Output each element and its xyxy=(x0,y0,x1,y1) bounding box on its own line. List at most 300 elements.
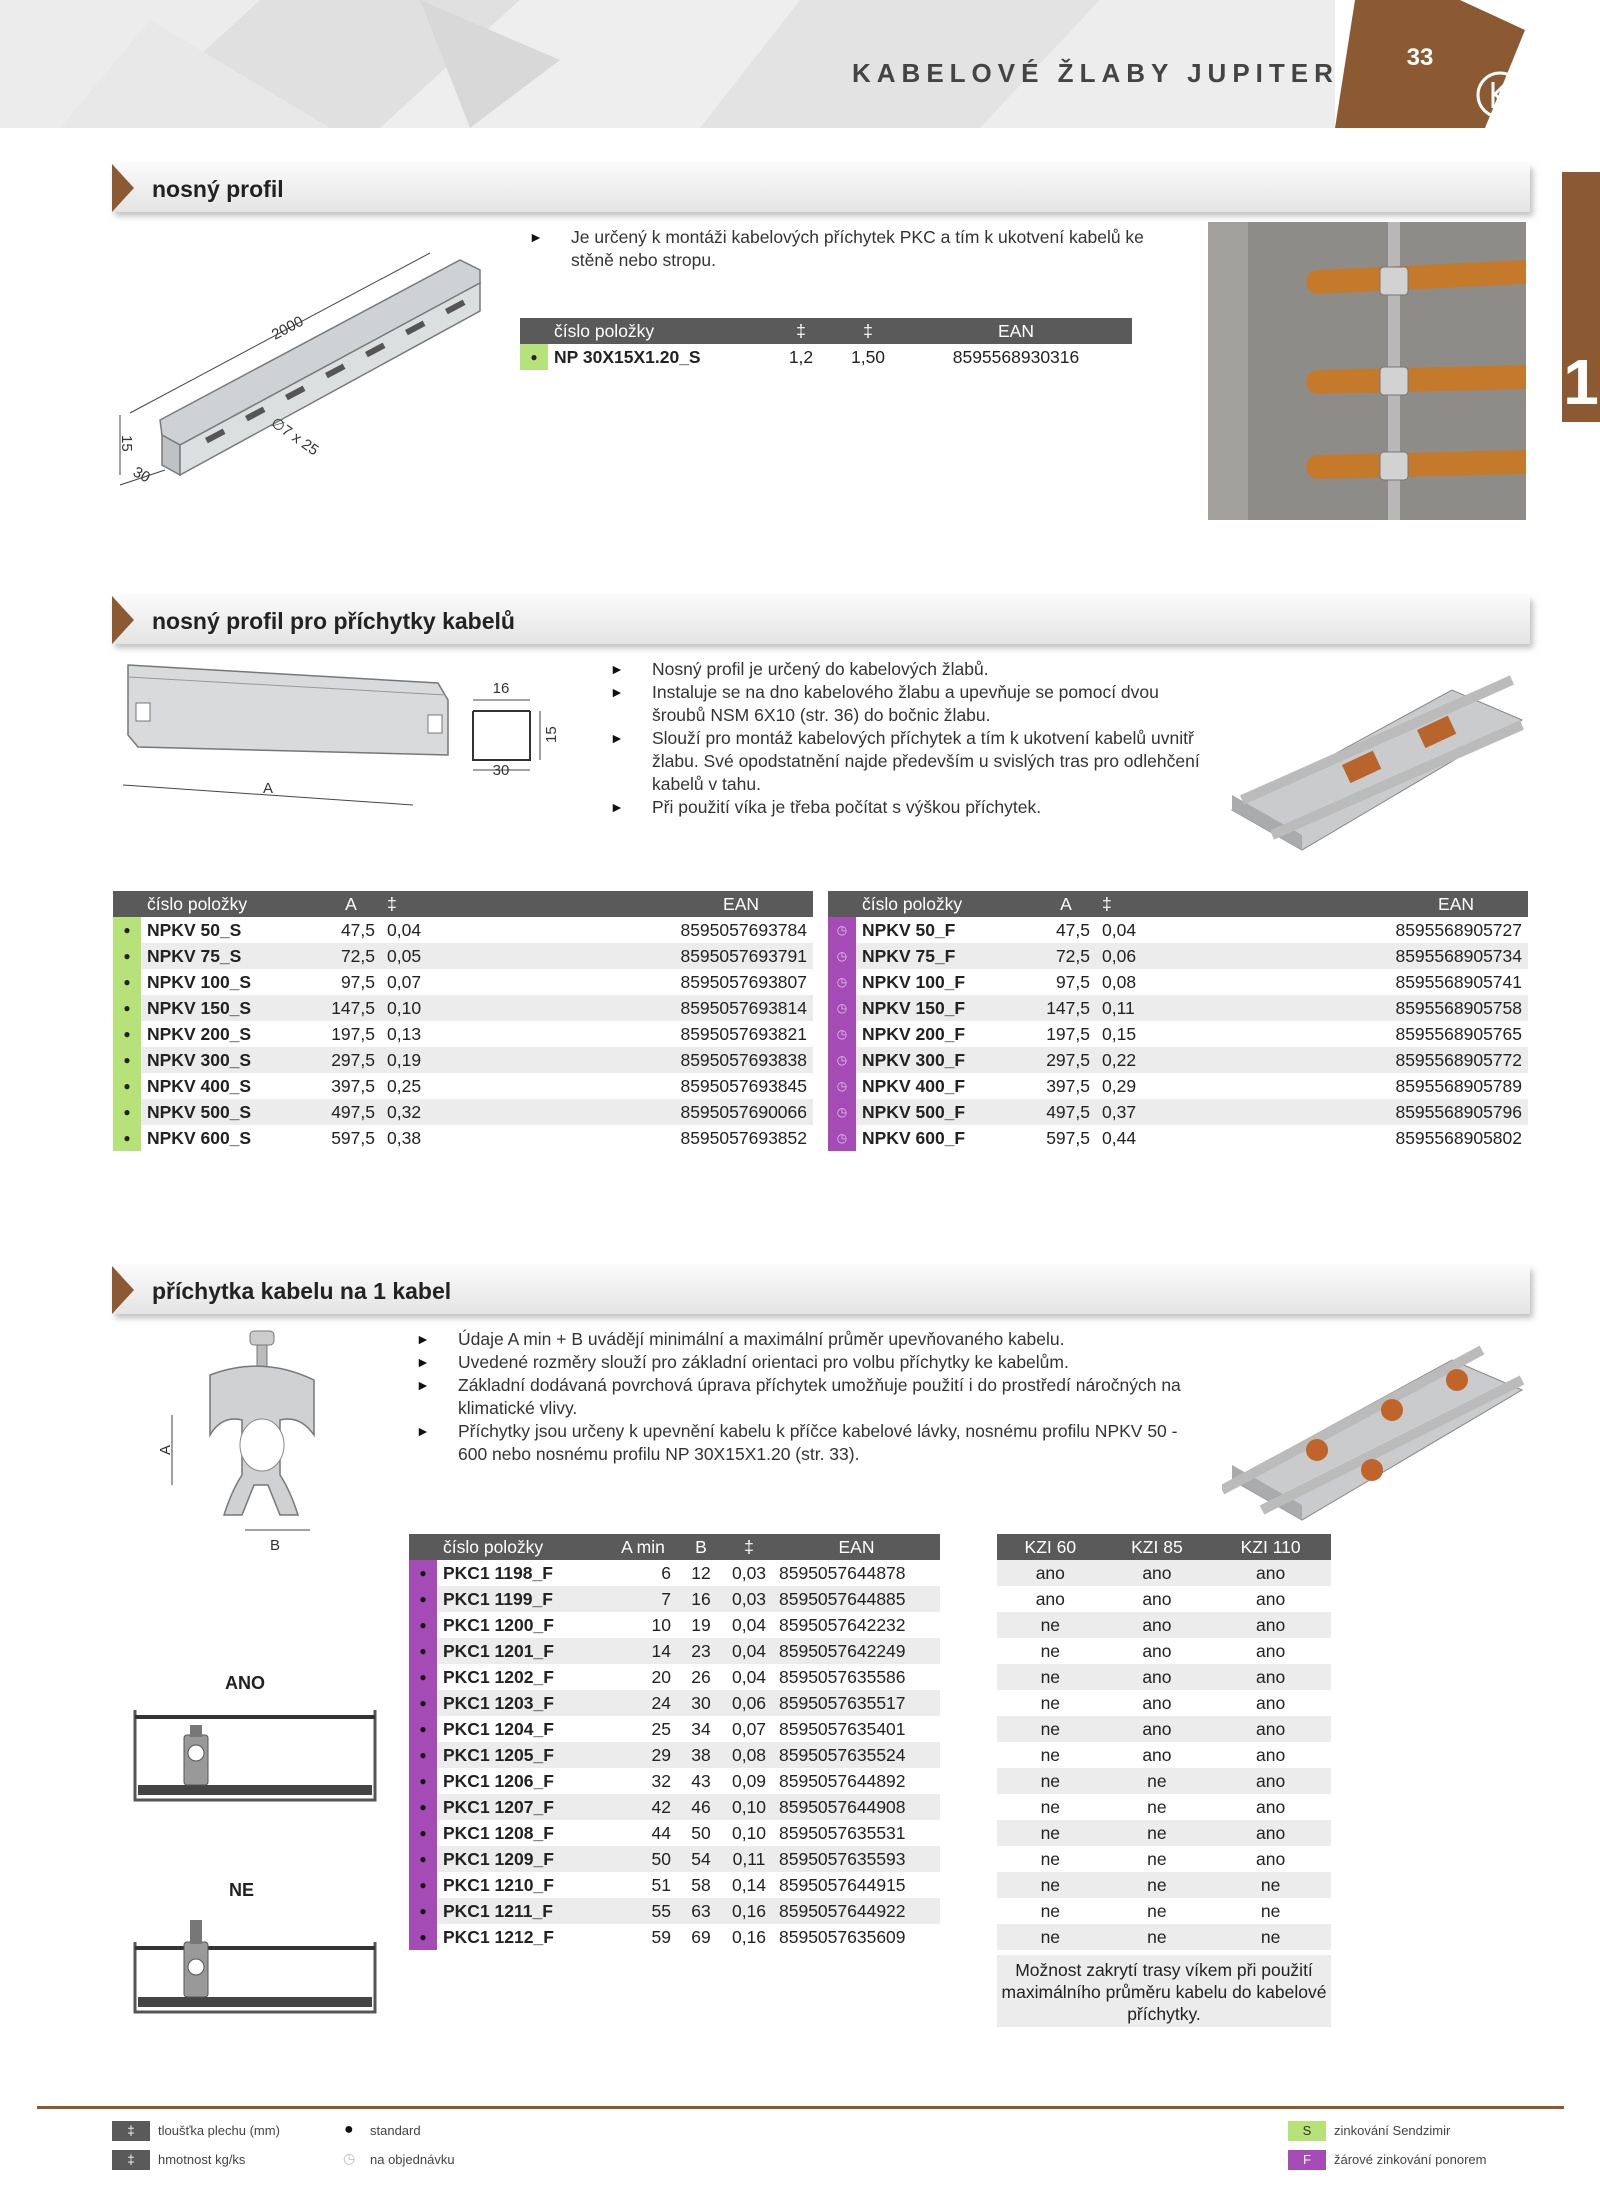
col-kzi85: KZI 85 xyxy=(1104,1534,1211,1560)
item-code: NPKV 50_S xyxy=(147,919,242,940)
col-item-number: číslo položky xyxy=(437,1534,609,1560)
standard-dot-icon: ● xyxy=(409,1794,437,1820)
kzi-cell: ano xyxy=(1210,1690,1331,1716)
ean-value: 8595057635593 xyxy=(773,1846,940,1872)
table-row xyxy=(409,1586,940,1612)
item-code: NPKV 300_S xyxy=(141,1047,321,1073)
standard-dot-icon: ● xyxy=(409,1560,437,1586)
ean-value: 8595057693807 xyxy=(680,971,807,992)
kzi-cell: ano xyxy=(1104,1612,1211,1638)
kzi-cell: ne xyxy=(1104,1794,1211,1820)
section-title: nosný profil xyxy=(152,176,284,202)
a-value: 397,5 xyxy=(331,1075,375,1096)
kzi-cell: ano xyxy=(1210,1820,1331,1846)
ean-value: 8595568905789 xyxy=(1395,1075,1522,1096)
ean-value: 8595057635524 xyxy=(773,1742,940,1768)
table-row xyxy=(997,1846,1331,1872)
table-row xyxy=(997,1794,1331,1820)
kzi-cell: ne xyxy=(997,1664,1104,1690)
weight-value: 0,44 xyxy=(1102,1127,1137,1148)
ean-value: 8595057690066 xyxy=(441,1099,813,1125)
table-row xyxy=(113,917,813,943)
col-item-number: číslo položky xyxy=(856,891,1036,917)
bullet-item: ► Základní dodávaná povrchová úprava příchytek umožňuje použití i do prostředí náročných na klimatické vlivy. xyxy=(416,1374,1206,1420)
bullet-item: ► Je určený k montáži kabelových příchytek PKC a tím k ukotvení kabelů ke stěně nebo stropu. xyxy=(529,226,1189,272)
col-item-number: číslo položky xyxy=(548,318,766,344)
weight-value: 0,07 xyxy=(731,1718,767,1739)
kzi-cell: ne xyxy=(997,1846,1104,1872)
item-code: NP 30X15X1.20_S xyxy=(554,346,701,367)
label-no: NE xyxy=(229,1880,255,1900)
item-code: NPKV 100_S xyxy=(147,971,252,992)
weight-value: 0,04 xyxy=(725,1638,773,1664)
ean-value: 8595057693852 xyxy=(680,1127,807,1148)
clock-icon: ◷ xyxy=(828,1021,856,1047)
table-row xyxy=(409,1690,940,1716)
hot-dip-legend-icon: F xyxy=(1288,2150,1326,2170)
bullet-item: ► Nosný profil je určený do kabelových žlabů. xyxy=(610,658,1210,681)
kzi-cell: ano xyxy=(1104,1560,1211,1586)
item-code: NPKV 150_F xyxy=(856,995,1036,1021)
section2-bullets xyxy=(610,658,1210,819)
ean-value: 8595057693784 xyxy=(680,919,807,940)
section3-bullets xyxy=(416,1328,1206,1466)
kzi-cell: ne xyxy=(1104,1872,1211,1898)
legend-weight: hmotnost kg/ks xyxy=(158,2152,246,2167)
clock-icon: ◷ xyxy=(828,1047,856,1073)
kzi-cell: ano xyxy=(1104,1690,1211,1716)
weight-legend-icon: ‡ xyxy=(112,2150,150,2170)
ean-value: 8595057644878 xyxy=(779,1562,906,1583)
weight-value: 0,06 xyxy=(725,1690,773,1716)
kzi-cell: ano xyxy=(1210,1794,1331,1820)
col-a: A xyxy=(321,891,381,917)
kzi-cell: ne xyxy=(1104,1924,1211,1950)
bullet-item: ► Údaje A min + B uvádějí minimální a maximální průměr upevňovaného kabelu. xyxy=(416,1328,1206,1351)
a-value: 497,5 xyxy=(321,1099,381,1125)
weight-value: 0,07 xyxy=(387,971,422,992)
ean-value: 8595568905727 xyxy=(1395,919,1522,940)
standard-dot-icon: ● xyxy=(113,917,141,943)
standard-dot-icon: ● xyxy=(113,1125,141,1151)
label-side: 15 xyxy=(543,726,560,743)
kzi-cell: ano xyxy=(1210,1560,1331,1586)
table-row xyxy=(997,1820,1331,1846)
item-code: NPKV 75_F xyxy=(856,943,1036,969)
item-code: NPKV 600_S xyxy=(147,1127,252,1148)
table-row xyxy=(828,1099,1528,1125)
ean-value: 8595057644892 xyxy=(779,1770,906,1791)
amin-value: 10 xyxy=(651,1614,671,1635)
table-row xyxy=(409,1794,940,1820)
npkv-f-table xyxy=(828,891,1528,1151)
col-a-min: A min xyxy=(609,1534,677,1560)
item-code: NPKV 500_S xyxy=(141,1099,321,1125)
standard-dot-icon: ● xyxy=(113,1021,141,1047)
table-row xyxy=(828,995,1528,1021)
ean-value: 8595057635401 xyxy=(779,1718,906,1739)
footer-divider xyxy=(37,2106,1564,2109)
clock-icon: ◷ xyxy=(828,1125,856,1151)
amin-value: 51 xyxy=(651,1874,671,1895)
table-row xyxy=(113,1047,813,1073)
col-kzi110: KZI 110 xyxy=(1210,1534,1331,1560)
item-code: NPKV 500_F xyxy=(856,1099,1036,1125)
kzi-cell: ano xyxy=(1210,1664,1331,1690)
ean-value: 8595057644885 xyxy=(773,1586,940,1612)
table-row xyxy=(997,1742,1331,1768)
kzi-cell: ne xyxy=(997,1690,1104,1716)
a-value: 597,5 xyxy=(1046,1127,1090,1148)
label-b: B xyxy=(270,1537,281,1554)
weight-value: 0,16 xyxy=(725,1898,773,1924)
col-thickness: ‡ xyxy=(766,318,836,344)
col-weight: ‡ xyxy=(725,1534,773,1560)
a-value: 47,5 xyxy=(340,919,375,940)
table-row xyxy=(997,1716,1331,1742)
table-row xyxy=(997,1560,1331,1586)
table-row xyxy=(409,1560,940,1586)
fit-no-drawing xyxy=(130,1912,380,2022)
a-value: 197,5 xyxy=(331,1023,375,1044)
standard-dot-icon: ● xyxy=(409,1924,437,1950)
label-top: 16 xyxy=(492,680,510,697)
amin-value: 25 xyxy=(651,1718,671,1739)
amin-value: 14 xyxy=(609,1638,677,1664)
kzi-cell: ne xyxy=(997,1820,1104,1846)
table-row xyxy=(409,1820,940,1846)
ean-value: 8595568905772 xyxy=(1156,1047,1528,1073)
item-code: NPKV 400_F xyxy=(862,1075,966,1096)
ean-value: 8595568905796 xyxy=(1156,1099,1528,1125)
amin-value: 44 xyxy=(651,1822,671,1843)
kzi-cell: ne xyxy=(1104,1898,1211,1924)
kzi-cell: ne xyxy=(997,1742,1104,1768)
col-b: B xyxy=(677,1534,725,1560)
weight-value: 0,14 xyxy=(731,1874,767,1895)
a-value: 97,5 xyxy=(340,971,375,992)
ean-value: 8595568905741 xyxy=(1395,971,1522,992)
col-ean: EAN xyxy=(773,1534,940,1560)
standard-dot-icon: ● xyxy=(409,1898,437,1924)
ean-value: 8595568905765 xyxy=(1395,1023,1522,1044)
clock-icon: ◷ xyxy=(828,917,856,943)
table-row xyxy=(409,1664,940,1690)
bullet-item: ► Příchytky jsou určeny k upevnění kabelu k příčce kabelové lávky, nosnému profilu NPKV 50 - 600 nebo nosnému profilu NP 30X15X1.20 (str. 33). xyxy=(416,1420,1206,1466)
table-row xyxy=(828,1047,1528,1073)
kzi-note: Možnost zakrytí trasy víkem při použití maximálního průměru kabelu do kabelové příchytky. xyxy=(997,1955,1331,2027)
b-value: 19 xyxy=(691,1614,711,1635)
weight-value: 0,11 xyxy=(725,1846,773,1872)
standard-dot-icon: ● xyxy=(409,1612,437,1638)
table-row xyxy=(113,1099,813,1125)
table-row xyxy=(113,1021,813,1047)
ean-value: 8595057644908 xyxy=(773,1794,940,1820)
weight-value: 0,13 xyxy=(387,1023,422,1044)
item-code: PKC1 1203_F xyxy=(437,1690,609,1716)
amin-value: 55 xyxy=(609,1898,677,1924)
weight-value: 0,22 xyxy=(1096,1047,1156,1073)
a-value: 97,5 xyxy=(1055,971,1090,992)
weight-value: 0,04 xyxy=(731,1614,767,1635)
npkv-drawing xyxy=(118,655,588,825)
standard-dot-icon: ● xyxy=(409,1664,437,1690)
kzi-cell: ne xyxy=(997,1898,1104,1924)
standard-dot-icon: ● xyxy=(344,2121,354,2138)
item-code: PKC1 1202_F xyxy=(443,1666,554,1687)
col-weight: ‡ xyxy=(1096,891,1156,917)
section-arrow-icon xyxy=(112,164,134,212)
item-code: PKC1 1205_F xyxy=(437,1742,609,1768)
label-hole: ∅7 x 25 xyxy=(267,414,322,460)
kzi-cell: ano xyxy=(1104,1742,1211,1768)
ean-value: 8595568905802 xyxy=(1395,1127,1522,1148)
table-row xyxy=(113,1125,813,1151)
item-code: PKC1 1199_F xyxy=(437,1586,609,1612)
weight-value: 0,05 xyxy=(381,943,441,969)
standard-dot-icon: ● xyxy=(409,1690,437,1716)
standard-dot-icon: ● xyxy=(409,1820,437,1846)
ean-value: 8595057642232 xyxy=(779,1614,906,1635)
table-row xyxy=(828,1125,1528,1151)
table-row xyxy=(409,1898,940,1924)
col-a: A xyxy=(1036,891,1096,917)
b-value: 12 xyxy=(691,1562,711,1583)
a-value: 497,5 xyxy=(1036,1099,1096,1125)
bullet-item: ► Slouží pro montáž kabelových příchytek a tím k ukotvení kabelů uvnitř žlabu. Své opodstatnění najde především u svislých tras pro odlehčení kabelů v tahu. xyxy=(610,727,1210,796)
b-value: 63 xyxy=(677,1898,725,1924)
standard-dot-icon: ● xyxy=(409,1768,437,1794)
col-item-number: číslo položky xyxy=(141,891,321,917)
b-value: 50 xyxy=(691,1822,711,1843)
weight-value: 0,08 xyxy=(1102,971,1137,992)
ean-value: 8595057644915 xyxy=(779,1874,906,1895)
standard-dot-icon: ● xyxy=(113,995,141,1021)
page-number: 33 xyxy=(1406,44,1434,71)
a-value: 297,5 xyxy=(321,1047,381,1073)
table-row xyxy=(409,1612,940,1638)
weight-value: 0,11 xyxy=(1096,995,1156,1021)
section1-bullets xyxy=(529,226,1189,272)
amin-value: 20 xyxy=(651,1666,671,1687)
a-value: 297,5 xyxy=(1036,1047,1096,1073)
a-value: 197,5 xyxy=(1046,1023,1090,1044)
legend-sendzimir: zinkování Sendzimir xyxy=(1334,2123,1451,2138)
weight-value: 0,03 xyxy=(725,1586,773,1612)
table-row xyxy=(828,1073,1528,1099)
item-code: NPKV 200_S xyxy=(147,1023,252,1044)
weight-value: 0,19 xyxy=(381,1047,441,1073)
item-code: NPKV 200_F xyxy=(862,1023,966,1044)
kzi-cell: ano xyxy=(1210,1846,1331,1872)
header-title: KABELOVÉ ŽLABY JUPITER xyxy=(852,58,1339,88)
kzi-cell: ne xyxy=(997,1612,1104,1638)
ean-value: 8595568905734 xyxy=(1156,943,1528,969)
b-value: 30 xyxy=(677,1690,725,1716)
thickness-value: 1,2 xyxy=(788,346,814,367)
kzi-cell: ne xyxy=(1210,1872,1331,1898)
table-row xyxy=(997,1924,1331,1950)
col-ean: EAN xyxy=(441,891,813,917)
table-row xyxy=(409,1716,940,1742)
kzi-cell: ne xyxy=(997,1716,1104,1742)
kzi-cell: ano xyxy=(1104,1586,1211,1612)
a-value: 72,5 xyxy=(1036,943,1096,969)
pkc-clip-drawing xyxy=(150,1325,330,1565)
b-value: 43 xyxy=(691,1770,711,1791)
table-row xyxy=(113,1073,813,1099)
weight-value: 0,04 xyxy=(1102,919,1137,940)
table-row xyxy=(997,1690,1331,1716)
amin-value: 24 xyxy=(609,1690,677,1716)
b-value: 38 xyxy=(677,1742,725,1768)
ean-value: 8595057642249 xyxy=(773,1638,940,1664)
ean-value: 8595057693791 xyxy=(441,943,813,969)
table-row xyxy=(113,969,813,995)
section-arrow-icon xyxy=(112,1266,134,1314)
a-value: 597,5 xyxy=(331,1127,375,1148)
weight-value: 0,16 xyxy=(731,1926,767,1947)
kzi-cell: ano xyxy=(997,1560,1104,1586)
table-row xyxy=(409,1742,940,1768)
standard-dot-icon: ● xyxy=(409,1742,437,1768)
standard-dot-icon: ● xyxy=(409,1638,437,1664)
item-code: PKC1 1204_F xyxy=(443,1718,554,1739)
label-a: A xyxy=(263,780,274,797)
table-row xyxy=(409,1872,940,1898)
ean-value: 8595057693821 xyxy=(680,1023,807,1044)
section-title-bar-nosny-profil xyxy=(112,164,1530,212)
table-row xyxy=(997,1586,1331,1612)
ean-value: 8595568930316 xyxy=(952,346,1080,367)
table-row xyxy=(997,1612,1331,1638)
amin-value: 6 xyxy=(661,1562,671,1583)
b-value: 54 xyxy=(677,1846,725,1872)
standard-dot-icon: ● xyxy=(113,969,141,995)
item-code: PKC1 1209_F xyxy=(437,1846,609,1872)
col-weight: ‡ xyxy=(836,318,900,344)
item-code: PKC1 1201_F xyxy=(437,1638,609,1664)
table-row xyxy=(409,1638,940,1664)
kzi-cell: ano xyxy=(1210,1768,1331,1794)
label-bottom: 30 xyxy=(492,762,510,779)
kzi-cell: ano xyxy=(1210,1612,1331,1638)
weight-value: 0,10 xyxy=(381,995,441,1021)
label-yes: ANO xyxy=(225,1673,265,1693)
clock-icon: ◷ xyxy=(828,1073,856,1099)
kzi-cell: ano xyxy=(1104,1638,1211,1664)
a-value: 47,5 xyxy=(1055,919,1090,940)
thickness-legend-icon: ‡ xyxy=(112,2121,150,2141)
kzi-cell: ne xyxy=(1210,1924,1331,1950)
bullet-item: ► Uvedené rozměry slouží pro základní orientaci pro volbu příchytky ke kabelům. xyxy=(416,1351,1206,1374)
item-code: NPKV 100_F xyxy=(862,971,966,992)
b-value: 69 xyxy=(691,1926,711,1947)
standard-dot-icon: ● xyxy=(113,1099,141,1125)
ean-value: 8595057693838 xyxy=(441,1047,813,1073)
item-code: PKC1 1208_F xyxy=(443,1822,554,1843)
table-row xyxy=(997,1872,1331,1898)
label-a: A xyxy=(157,1444,174,1455)
nosny-profil-photo xyxy=(1208,222,1526,520)
a-value: 147,5 xyxy=(1036,995,1096,1021)
kzi-table xyxy=(997,1534,1331,1950)
item-code: NPKV 50_F xyxy=(862,919,956,940)
npkv-s-table xyxy=(113,891,813,1151)
col-kzi60: KZI 60 xyxy=(997,1534,1104,1560)
table-row xyxy=(520,344,1132,370)
legend-standard: standard xyxy=(370,2123,421,2138)
pkc-photo xyxy=(1222,1330,1530,1530)
clock-icon: ◷ xyxy=(828,969,856,995)
item-code: PKC1 1198_F xyxy=(443,1562,553,1583)
clock-icon: ◷ xyxy=(828,1099,856,1125)
table-row xyxy=(113,995,813,1021)
col-ean: EAN xyxy=(1156,891,1528,917)
npkv-photo xyxy=(1222,660,1530,860)
item-code: PKC1 1211_F xyxy=(437,1898,609,1924)
weight-value: 0,10 xyxy=(725,1794,773,1820)
b-value: 16 xyxy=(677,1586,725,1612)
weight-value: 0,03 xyxy=(731,1562,767,1583)
table-row xyxy=(409,1846,940,1872)
standard-dot-icon: ● xyxy=(409,1586,437,1612)
section-arrow-icon xyxy=(112,596,134,644)
item-code: PKC1 1206_F xyxy=(443,1770,554,1791)
section-title-bar-nosny-profil-pro-prichytky xyxy=(112,596,1530,644)
standard-dot-icon: ● xyxy=(113,1047,141,1073)
amin-value: 32 xyxy=(651,1770,671,1791)
item-code: NPKV 150_S xyxy=(141,995,321,1021)
item-code: NPKV 400_S xyxy=(147,1075,252,1096)
weight-value: 0,10 xyxy=(731,1822,767,1843)
table-row xyxy=(828,943,1528,969)
weight-value: 0,04 xyxy=(731,1666,767,1687)
amin-value: 59 xyxy=(651,1926,671,1947)
b-value: 58 xyxy=(691,1874,711,1895)
ean-value: 8595057635586 xyxy=(779,1666,906,1687)
nosny-profil-drawing xyxy=(110,245,490,490)
table-row xyxy=(997,1664,1331,1690)
table-row xyxy=(997,1638,1331,1664)
table-row xyxy=(828,917,1528,943)
weight-value: 0,29 xyxy=(1102,1075,1137,1096)
section-title-bar-prichytka-kabelu xyxy=(112,1266,1530,1314)
kzi-cell: ne xyxy=(1104,1768,1211,1794)
weight-value: 0,25 xyxy=(387,1075,422,1096)
chapter-number: 1 xyxy=(1563,346,1599,418)
weight-value: 0,06 xyxy=(1096,943,1156,969)
kzi-cell: ne xyxy=(1104,1820,1211,1846)
ean-value: 8595057693845 xyxy=(680,1075,807,1096)
b-value: 23 xyxy=(677,1638,725,1664)
table-row xyxy=(997,1898,1331,1924)
weight-value: 0,15 xyxy=(1102,1023,1137,1044)
standard-dot-icon: ● xyxy=(113,1073,141,1099)
col-weight: ‡ xyxy=(381,891,441,917)
ean-value: 8595057635531 xyxy=(779,1822,906,1843)
label-length: 2000 xyxy=(268,312,307,344)
ean-value: 8595057635517 xyxy=(773,1690,940,1716)
clock-icon: ◷ xyxy=(828,995,856,1021)
kzi-cell: ano xyxy=(1104,1664,1211,1690)
sendzimir-legend-icon: S xyxy=(1288,2121,1326,2141)
kzi-cell: ne xyxy=(1210,1898,1331,1924)
b-value: 26 xyxy=(691,1666,711,1687)
item-code: PKC1 1210_F xyxy=(443,1874,554,1895)
label-height: 15 xyxy=(118,435,135,452)
amin-value: 42 xyxy=(609,1794,677,1820)
